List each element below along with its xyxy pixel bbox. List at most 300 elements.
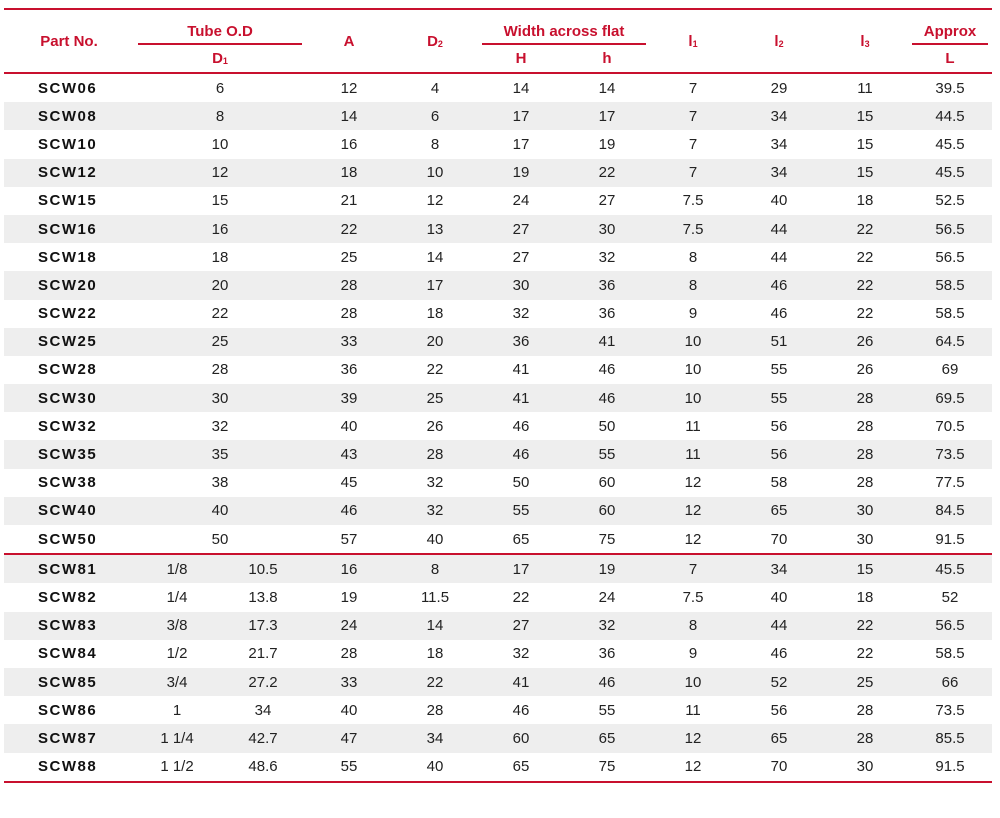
- cell-l: 39.5: [935, 79, 965, 97]
- table-row: [4, 696, 992, 724]
- cell-h: 55: [478, 497, 564, 525]
- cell-h: 19: [598, 135, 616, 153]
- header-l3: [822, 8, 908, 74]
- cell-h: 27: [598, 192, 616, 210]
- cell-d1: 10: [211, 135, 229, 153]
- cell-d1: 28: [211, 361, 229, 379]
- cell-l: 56.5: [935, 248, 965, 266]
- header-tube-od-label: Tube O.D: [187, 23, 253, 40]
- header-H: [478, 45, 564, 74]
- part-number: SCW38: [38, 474, 98, 492]
- part-number: SCW83: [4, 612, 134, 640]
- cell-l1: 11: [685, 701, 701, 719]
- cell-a: 36: [340, 361, 358, 379]
- cell-d1: 22: [211, 305, 229, 323]
- table-row: [4, 553, 992, 583]
- cell-d1-mm: 17.3: [220, 612, 306, 640]
- cell-d1-inch: 1/8: [134, 553, 220, 583]
- cell-l1: 10: [650, 668, 736, 696]
- table-row: [4, 271, 992, 299]
- cell-d2: 14: [426, 248, 444, 266]
- cell-l1: 10: [650, 328, 736, 356]
- cell-l1: 7: [650, 159, 736, 187]
- cell-l2: 40: [770, 192, 788, 210]
- cell-l1: 7.5: [682, 192, 704, 210]
- cell-l2: 46: [770, 645, 788, 663]
- part-number: SCW22: [38, 305, 98, 323]
- cell-a: 16: [306, 553, 392, 583]
- cell-a: 39: [306, 384, 392, 412]
- cell-l2: 34: [736, 159, 822, 187]
- cell-l1: 10: [650, 384, 736, 412]
- cell-h: 27: [512, 248, 530, 266]
- specification-table: [4, 8, 992, 783]
- part-number: SCW40: [4, 497, 134, 525]
- cell-l: 58.5: [908, 271, 992, 299]
- part-number: SCW35: [4, 440, 134, 468]
- table-row: [4, 640, 992, 668]
- cell-d2: 22: [426, 361, 444, 379]
- header-l1-sub: 1: [692, 38, 698, 49]
- cell-l1: 7.5: [650, 215, 736, 243]
- cell-l1: 11: [685, 417, 701, 435]
- cell-l: 73.5: [908, 440, 992, 468]
- header-L: [908, 45, 992, 74]
- cell-l2: 34: [736, 553, 822, 583]
- table-row: [4, 525, 992, 553]
- cell-l1: 11: [650, 440, 736, 468]
- cell-a: 12: [340, 79, 358, 97]
- cell-l3: 28: [856, 701, 874, 719]
- cell-d2: 10: [392, 159, 478, 187]
- table-row: [4, 215, 992, 243]
- cell-h: 46: [564, 384, 650, 412]
- table-row: [4, 384, 992, 412]
- cell-h: 60: [478, 724, 564, 752]
- cell-h: 55: [598, 701, 616, 719]
- cell-a: 45: [340, 474, 358, 492]
- cell-d2: 34: [392, 724, 478, 752]
- cell-l2: 52: [736, 668, 822, 696]
- header-part-no: [4, 8, 134, 74]
- header-d2-sub: 2: [437, 38, 443, 49]
- cell-h: 30: [478, 271, 564, 299]
- cell-l2: 44: [736, 215, 822, 243]
- cell-d1: 35: [134, 440, 306, 468]
- cell-a: 40: [340, 701, 358, 719]
- cell-l3: 28: [822, 724, 908, 752]
- part-number: SCW81: [4, 553, 134, 583]
- cell-a: 28: [306, 271, 392, 299]
- cell-h: 14: [598, 79, 616, 97]
- header-d1-label: D: [212, 50, 223, 67]
- cell-l2: 44: [736, 612, 822, 640]
- cell-l2: 46: [770, 305, 788, 323]
- cell-h: 17: [512, 135, 530, 153]
- cell-d1-mm: 21.7: [248, 645, 278, 663]
- cell-l2: 55: [770, 361, 788, 379]
- cell-h: 41: [478, 384, 564, 412]
- cell-d1: 30: [134, 384, 306, 412]
- cell-d2: 32: [392, 497, 478, 525]
- part-number: SCW08: [4, 102, 134, 130]
- cell-l: 58.5: [935, 645, 965, 663]
- header-approx-label: Approx: [923, 23, 977, 40]
- cell-h: 24: [598, 588, 616, 606]
- cell-l3: 15: [822, 159, 908, 187]
- cell-d1-inch: 1/4: [166, 588, 188, 606]
- cell-l3: 30: [822, 497, 908, 525]
- cell-h: 60: [564, 497, 650, 525]
- cell-d1: 20: [134, 271, 306, 299]
- cell-h: 36: [564, 271, 650, 299]
- header-l2-label: l: [774, 32, 779, 50]
- cell-l3: 28: [822, 440, 908, 468]
- table-row: [4, 753, 992, 783]
- cell-l: 56.5: [908, 612, 992, 640]
- cell-l2: 44: [770, 248, 788, 266]
- cell-l3: 28: [856, 474, 874, 492]
- cell-d2: 40: [426, 530, 444, 548]
- table-header: [4, 8, 992, 74]
- cell-d2: 8: [430, 135, 440, 153]
- header-d1: [134, 45, 306, 74]
- cell-d1-inch: 3/8: [134, 612, 220, 640]
- cell-l: 70.5: [935, 417, 965, 435]
- table-row: [4, 187, 992, 215]
- cell-h: 41: [478, 668, 564, 696]
- cell-l3: 22: [856, 305, 874, 323]
- header-tube-od: [134, 8, 306, 45]
- table-row: [4, 159, 992, 187]
- header-l2-sub: 2: [778, 38, 784, 49]
- cell-l3: 30: [856, 530, 874, 548]
- cell-l: 69: [941, 361, 959, 379]
- table-row: [4, 440, 992, 468]
- cell-d2: 8: [392, 553, 478, 583]
- cell-a: 18: [306, 159, 392, 187]
- cell-d2: 13: [392, 215, 478, 243]
- part-number: SCW88: [4, 753, 134, 783]
- cell-h: 36: [478, 328, 564, 356]
- table-row: [4, 102, 992, 130]
- cell-l3: 22: [856, 248, 874, 266]
- cell-a: 47: [306, 724, 392, 752]
- cell-h: 65: [478, 753, 564, 783]
- cell-h: 32: [598, 248, 616, 266]
- cell-d1: 38: [211, 474, 229, 492]
- cell-d1: 25: [134, 328, 306, 356]
- cell-h: 19: [478, 159, 564, 187]
- header-width-across-flat-label: Width across flat: [503, 23, 625, 40]
- cell-h: 36: [598, 305, 616, 323]
- part-number: SCW28: [38, 361, 98, 379]
- cell-h: 32: [564, 612, 650, 640]
- cell-d2: 28: [392, 440, 478, 468]
- table-row: [4, 612, 992, 640]
- table-row: [4, 668, 992, 696]
- header-l2: [736, 8, 822, 74]
- cell-d1-mm: 27.2: [220, 668, 306, 696]
- cell-d1: 15: [211, 192, 229, 210]
- cell-h: 30: [564, 215, 650, 243]
- cell-h: 46: [564, 668, 650, 696]
- header-approx: [908, 8, 992, 45]
- cell-d1: 16: [134, 215, 306, 243]
- cell-a: 55: [306, 753, 392, 783]
- cell-l2: 56: [770, 417, 788, 435]
- cell-d2: 22: [392, 668, 478, 696]
- cell-d1-inch: 1: [172, 701, 182, 719]
- cell-l3: 15: [822, 102, 908, 130]
- cell-d1-inch: 1/2: [166, 645, 188, 663]
- part-number: SCW50: [38, 530, 98, 548]
- cell-l3: 30: [822, 753, 908, 783]
- table-row: [4, 356, 992, 384]
- cell-d1-inch: 1 1/2: [134, 753, 220, 783]
- part-number: SCW20: [4, 271, 134, 299]
- cell-a: 57: [340, 530, 358, 548]
- cell-l1: 8: [688, 248, 698, 266]
- cell-l: 91.5: [935, 530, 965, 548]
- cell-d2: 26: [426, 417, 444, 435]
- part-number: SCW10: [38, 135, 98, 153]
- cell-l1: 9: [688, 305, 698, 323]
- cell-l1: 7: [688, 79, 698, 97]
- header-a: [306, 8, 392, 74]
- cell-h: 46: [478, 440, 564, 468]
- cell-l3: 22: [822, 215, 908, 243]
- cell-h: 46: [598, 361, 616, 379]
- part-number: SCW25: [4, 328, 134, 356]
- cell-l: 45.5: [935, 135, 965, 153]
- cell-l1: 12: [684, 474, 702, 492]
- part-number: SCW82: [38, 588, 98, 606]
- cell-a: 24: [306, 612, 392, 640]
- header-a-label: A: [343, 32, 355, 50]
- cell-d1-mm: 10.5: [220, 553, 306, 583]
- cell-l2: 40: [770, 588, 788, 606]
- cell-l3: 22: [822, 612, 908, 640]
- cell-d2: 25: [392, 384, 478, 412]
- cell-h: 22: [512, 588, 530, 606]
- table-row: [4, 243, 992, 271]
- table-row: [4, 469, 992, 497]
- cell-a: 40: [340, 417, 358, 435]
- cell-l3: 18: [856, 588, 874, 606]
- part-number: SCW85: [4, 668, 134, 696]
- cell-d2: 18: [426, 305, 444, 323]
- cell-l2: 34: [736, 102, 822, 130]
- cell-l: 69.5: [908, 384, 992, 412]
- cell-l2: 65: [736, 497, 822, 525]
- cell-d2: 14: [392, 612, 478, 640]
- cell-h: 32: [512, 645, 530, 663]
- part-number: SCW30: [4, 384, 134, 412]
- cell-d1: 18: [211, 248, 229, 266]
- cell-h: 55: [564, 440, 650, 468]
- cell-l2: 55: [736, 384, 822, 412]
- cell-d1-mm: 48.6: [220, 753, 306, 783]
- cell-h: 36: [598, 645, 616, 663]
- cell-l3: 18: [856, 192, 874, 210]
- cell-l: 52: [941, 588, 959, 606]
- cell-l1: 10: [684, 361, 702, 379]
- cell-h: 46: [512, 417, 530, 435]
- header-h-label: h: [602, 50, 612, 67]
- cell-l2: 56: [736, 440, 822, 468]
- table-row: [4, 74, 992, 102]
- table-row: [4, 328, 992, 356]
- cell-d2: 18: [426, 645, 444, 663]
- part-number: SCW16: [4, 215, 134, 243]
- cell-l3: 22: [856, 645, 874, 663]
- cell-h: 50: [512, 474, 530, 492]
- header-L-label: L: [945, 50, 955, 67]
- cell-l: 66: [908, 668, 992, 696]
- cell-a: 19: [340, 588, 358, 606]
- cell-h: 27: [478, 215, 564, 243]
- cell-d1-inch: 1 1/4: [134, 724, 220, 752]
- cell-a: 21: [340, 192, 358, 210]
- cell-h: 65: [564, 724, 650, 752]
- cell-h: 27: [478, 612, 564, 640]
- cell-l: 45.5: [908, 553, 992, 583]
- part-number: SCW18: [38, 248, 98, 266]
- cell-l2: 65: [736, 724, 822, 752]
- cell-l1: 7.5: [682, 588, 704, 606]
- cell-l3: 15: [822, 553, 908, 583]
- cell-l1: 9: [688, 645, 698, 663]
- cell-l: 73.5: [935, 701, 965, 719]
- table-row: [4, 130, 992, 158]
- cell-a: 46: [306, 497, 392, 525]
- cell-l3: 28: [856, 417, 874, 435]
- cell-l: 77.5: [935, 474, 965, 492]
- cell-l3: 26: [822, 328, 908, 356]
- cell-d2: 32: [426, 474, 444, 492]
- cell-d1-mm: 42.7: [220, 724, 306, 752]
- cell-d2: 17: [392, 271, 478, 299]
- header-part-no-label: Part No.: [40, 32, 98, 50]
- cell-d1: 40: [134, 497, 306, 525]
- header-d1-sub: 1: [222, 56, 228, 66]
- cell-h: 17: [564, 102, 650, 130]
- part-number: SCW84: [38, 645, 98, 663]
- cell-l1: 12: [650, 724, 736, 752]
- cell-h: 50: [598, 417, 616, 435]
- cell-l: 52.5: [935, 192, 965, 210]
- table-body: [4, 74, 992, 783]
- header-H-label: H: [515, 50, 527, 67]
- cell-h: 46: [512, 701, 530, 719]
- cell-d1-mm: 13.8: [248, 588, 278, 606]
- part-number: SCW86: [38, 701, 98, 719]
- part-number: SCW06: [38, 79, 98, 97]
- part-number: SCW15: [38, 192, 98, 210]
- cell-h: 41: [564, 328, 650, 356]
- cell-d1: 32: [211, 417, 229, 435]
- cell-l: 91.5: [908, 753, 992, 783]
- header-l1: [650, 8, 736, 74]
- header-width-across-flat: [478, 8, 650, 45]
- cell-l3: 28: [822, 384, 908, 412]
- cell-h: 75: [598, 530, 616, 548]
- header-d2-label: D: [427, 32, 438, 50]
- cell-d2: 28: [426, 701, 444, 719]
- cell-l2: 58: [770, 474, 788, 492]
- cell-l1: 8: [650, 271, 736, 299]
- header-d2: [392, 8, 478, 74]
- cell-d1: 12: [134, 159, 306, 187]
- header-l3-label: l: [860, 32, 865, 50]
- cell-l2: 56: [770, 701, 788, 719]
- cell-h: 65: [512, 530, 530, 548]
- cell-h: 32: [512, 305, 530, 323]
- header-h: [564, 45, 650, 74]
- cell-l: 85.5: [908, 724, 992, 752]
- cell-l: 84.5: [908, 497, 992, 525]
- cell-a: 33: [306, 668, 392, 696]
- header-l3-sub: 3: [864, 38, 870, 49]
- cell-l1: 12: [650, 497, 736, 525]
- cell-l1: 7: [650, 553, 736, 583]
- cell-d1-mm: 34: [254, 701, 272, 719]
- cell-a: 43: [306, 440, 392, 468]
- table-row: [4, 583, 992, 611]
- cell-l3: 25: [822, 668, 908, 696]
- table-row: [4, 412, 992, 440]
- cell-a: 16: [340, 135, 358, 153]
- cell-l1: 12: [684, 530, 702, 548]
- cell-l2: 34: [770, 135, 788, 153]
- cell-l2: 46: [736, 271, 822, 299]
- cell-a: 33: [306, 328, 392, 356]
- cell-l2: 29: [770, 79, 788, 97]
- cell-l: 45.5: [908, 159, 992, 187]
- cell-l: 44.5: [908, 102, 992, 130]
- cell-d1: 6: [215, 79, 225, 97]
- cell-l3: 11: [857, 79, 873, 97]
- cell-h: 22: [564, 159, 650, 187]
- cell-l: 58.5: [935, 305, 965, 323]
- cell-l1: 12: [650, 753, 736, 783]
- cell-l2: 70: [770, 530, 788, 548]
- cell-h: 17: [478, 102, 564, 130]
- cell-h: 17: [478, 553, 564, 583]
- table-row: [4, 724, 992, 752]
- cell-h: 41: [512, 361, 530, 379]
- cell-d2: 6: [392, 102, 478, 130]
- cell-l: 56.5: [908, 215, 992, 243]
- cell-a: 14: [306, 102, 392, 130]
- header-l1-label: l: [688, 32, 693, 50]
- part-number: SCW87: [4, 724, 134, 752]
- cell-d2: 4: [430, 79, 440, 97]
- cell-h: 75: [564, 753, 650, 783]
- cell-d2: 20: [392, 328, 478, 356]
- cell-l: 64.5: [908, 328, 992, 356]
- cell-l3: 26: [856, 361, 874, 379]
- cell-h: 60: [598, 474, 616, 492]
- table-row: [4, 300, 992, 328]
- cell-a: 28: [340, 305, 358, 323]
- cell-l3: 22: [822, 271, 908, 299]
- cell-d1: 8: [134, 102, 306, 130]
- cell-l1: 7: [688, 135, 698, 153]
- cell-h: 14: [512, 79, 530, 97]
- cell-l2: 51: [736, 328, 822, 356]
